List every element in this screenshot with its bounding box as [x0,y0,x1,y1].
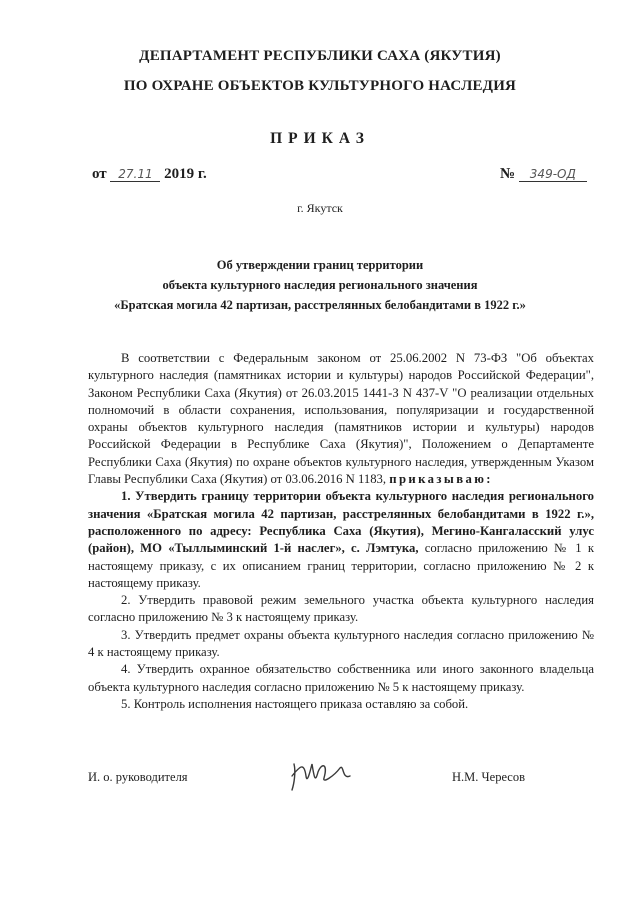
signatory-name: Н.М. Чересов [452,770,525,784]
subject-line-2: объекта культурного наследия регионального значения [162,278,478,292]
handwritten-number: 349-ОД [519,168,587,182]
signatory-position: И. о. руководителя [88,770,188,784]
document-title: ПРИКАЗ [270,130,370,147]
preamble-text: В соответствии с Федеральным законом от 25.06.2002 N 73-ФЗ "Об объектах культурного наследия (памятниках истории и культуры) народов Российской Федерации", Законом Республики Саха (Якутия) от 26.03.2015 1441-З N 437-V "О реализации отдельных полномочий в области сохранения, использования, популяризации и государственной охраны объектов культурного наследия (памятников истории и культуры) народов Российской Федерации в Республике Саха (Якутия)", Положением о Департаменте Республики Саха (Якутия) по охране объектов культурного наследия, утвержденным Указом Главы Республики Саха (Якутия) от 03.06.2016 N 1183, [88,351,594,487]
handwritten-date: 27.11 [110,168,160,182]
city: г. Якутск [297,201,343,215]
handwritten-signature [288,754,358,794]
date-year: 2019 г. [164,166,207,182]
department-name-line1: ДЕПАРТАМЕНТ РЕСПУБЛИКИ САХА (ЯКУТИЯ) [139,48,501,64]
order-subject [70,255,570,315]
subject-line-1: Об утверждении границ территории [216,258,424,272]
item-2: 2. Утвердить правовой режим земельного участка объекта культурного наследия согласно приложению № 3 к настоящему приказу. [88,593,594,625]
preamble [88,350,594,488]
order-word: приказываю: [389,472,493,487]
item-1-rest: согласно приложению № 1 к настоящему приказу, с их описанием границ территории, согласно приложению № 2 к настоящему приказу. [88,541,594,590]
order-date [92,166,207,183]
subject-line-3: «Братская могила 42 партизан, расстрелянных белобандитами в 1922 г.» [114,298,526,312]
number-prefix: № [500,166,516,182]
department-name-line2: ПО ОХРАНЕ ОБЪЕКТОВ КУЛЬТУРНОГО НАСЛЕДИЯ [123,78,517,94]
order-number [500,166,587,183]
item-1 [88,488,594,592]
item-1-bold: 1. Утвердить границу территории объекта культурного наследия регионального значения «Братская могила 42 партизан, расстрелянных белобандитами в 1922 г.», расположенного по адресу: Республика Саха (Якутия), Мегино-Кангаласский улус (район), МО «Тыллыминский 1-й наслег», с. Лэмтука, [88,489,594,556]
item-4: 4. Утвердить охранное обязательство собственника или иного законного владельца объекта культурного наследия согласно приложению № 5 к настоящему приказу. [88,662,594,694]
item-5: 5. Контроль исполнения настоящего приказа оставляю за собой. [121,696,469,711]
order-body [88,350,594,713]
item-3: 3. Утвердить предмет охраны объекта культурного наследия согласно приложению № 4 к настоящему приказу. [88,627,594,660]
date-prefix: от [92,166,107,182]
